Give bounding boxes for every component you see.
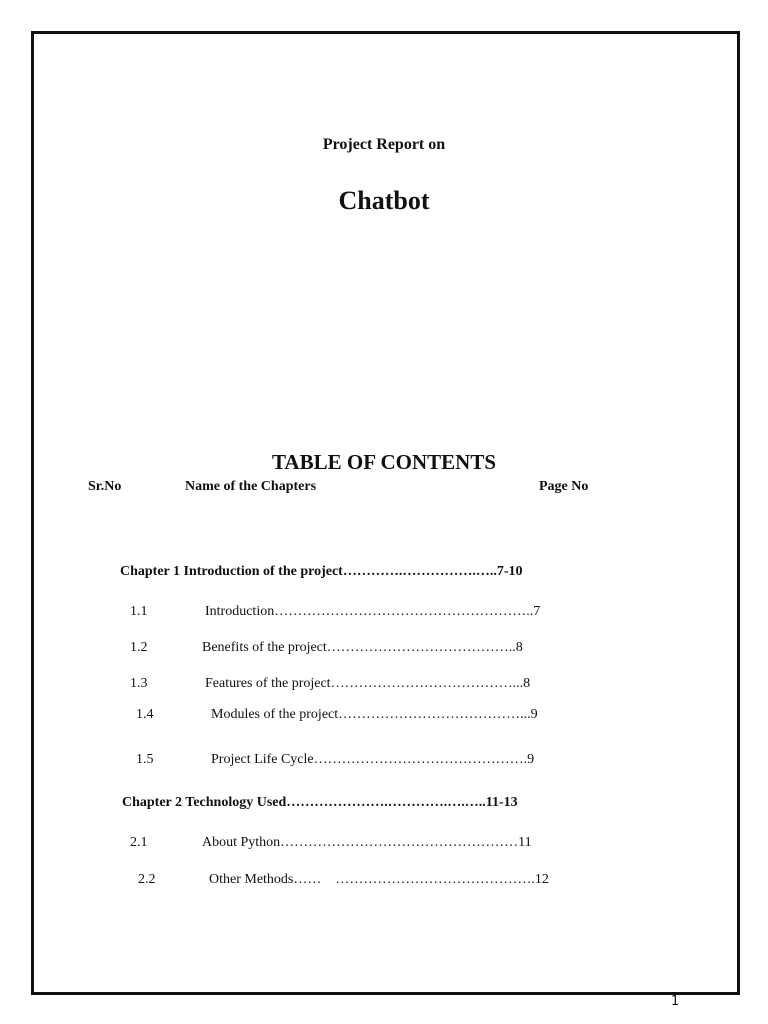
report-title: Chatbot — [338, 186, 430, 215]
toc-section-number: 1.5 — [136, 752, 154, 767]
col-header-page-no: Page No — [539, 479, 589, 494]
toc-section-number: 2.2 — [138, 872, 156, 887]
toc-heading: TABLE OF CONTENTS — [271, 450, 497, 474]
toc-section-entry: Modules of the project…………………………………...9 — [211, 707, 538, 722]
toc-section-number: 1.4 — [136, 707, 154, 722]
toc-section-number: 1.2 — [130, 640, 148, 655]
toc-section-entry: Other Methods…… …………………………………….12 — [209, 872, 549, 887]
report-subtitle: Project Report on — [322, 136, 446, 153]
col-header-sr-no: Sr.No — [88, 479, 122, 494]
col-header-chapter-name: Name of the Chapters — [185, 479, 317, 494]
toc-section-entry: About Python……………………………………………11 — [202, 835, 532, 850]
toc-chapter-2: Chapter 2 Technology Used………………….………….….…..11-13 — [122, 795, 518, 810]
page-number: 1 — [671, 994, 680, 1009]
toc-chapter-1: Chapter 1 Introduction of the project………….…………….…..7-10 — [120, 564, 523, 579]
toc-section-entry: Introduction………………………………………………..7 — [205, 604, 541, 619]
toc-section-number: 1.1 — [130, 604, 148, 619]
toc-section-entry: Features of the project…………………………………...8 — [205, 676, 531, 691]
toc-section-number: 2.1 — [130, 835, 148, 850]
toc-section-number: 1.3 — [130, 676, 148, 691]
toc-section-entry: Benefits of the project…………………………………..8 — [202, 640, 523, 655]
toc-section-entry: Project Life Cycle……………………………………….9 — [211, 752, 535, 767]
